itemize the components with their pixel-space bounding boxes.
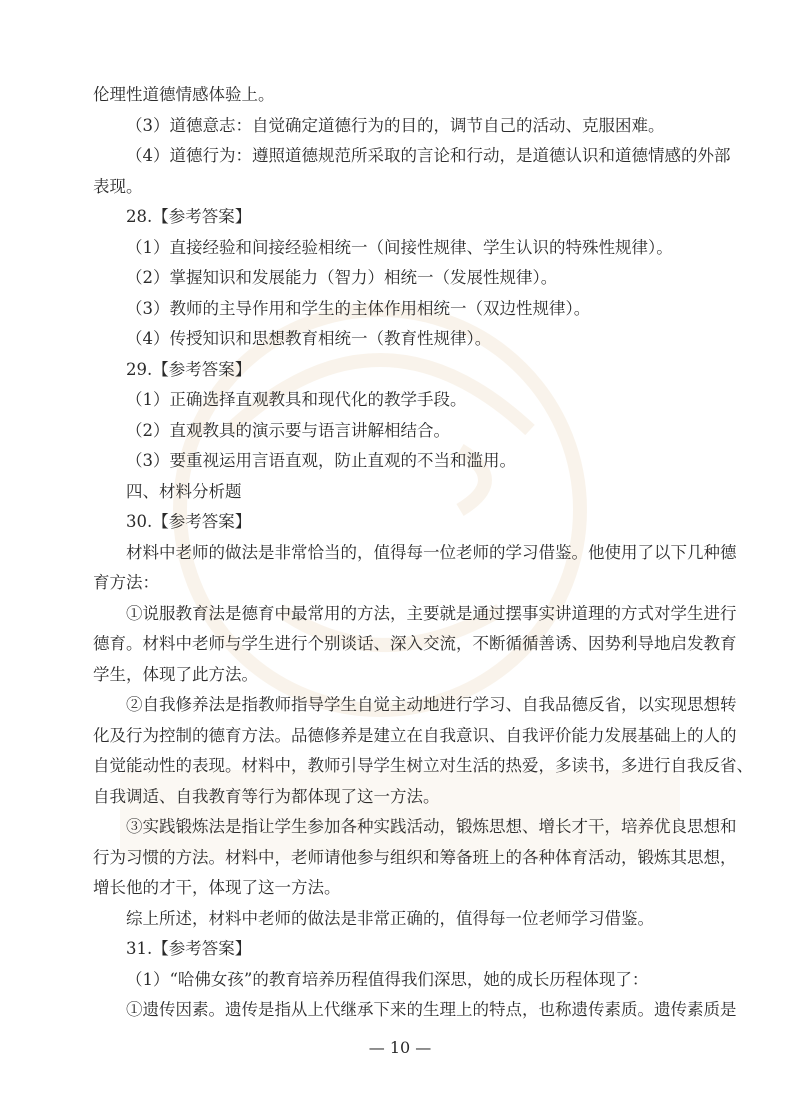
text-line: （3）道德意志：自觉确定道德行为的目的，调节自己的活动、克服困难。 bbox=[126, 115, 665, 135]
answer-heading-29: 29.【参考答案】 bbox=[126, 359, 252, 379]
answer-item: （1）“哈佛女孩”的教育培养历程值得我们深思，她的成长历程体现了： bbox=[126, 969, 649, 989]
answer-item: （1）直接经验和间接经验相统一（间接性规律、学生认识的特殊性规律）。 bbox=[126, 237, 673, 257]
page-number: — 10 — bbox=[368, 1038, 432, 1057]
answer-item: （2）直观教具的演示要与语言讲解相结合。 bbox=[126, 420, 450, 440]
paragraph-line: 自觉能动性的表现。材料中，教师引导学生树立对生活的热爱，多读书，多进行自我反省、 bbox=[93, 756, 753, 775]
paragraph-line: ①说服教育法是德育中最常用的方法，主要就是通过摆事实讲道理的方式对学生进行 bbox=[126, 603, 737, 623]
text-line: 伦理性道德情感体验上。 bbox=[93, 85, 275, 104]
answer-item: （3）要重视运用言语直观，防止直观的不当和滥用。 bbox=[126, 451, 516, 470]
text-line: （4）道德行为：遵照道德规范所采取的言论和行动，是道德认识和道德情感的外部 bbox=[126, 146, 731, 165]
paragraph-line: 育方法： bbox=[93, 573, 159, 592]
paragraph-line: 化及行为控制的德育方法。品德修养是建立在自我意识、自我评价能力发展基础上的人的 bbox=[93, 725, 737, 745]
paragraph-line: 材料中老师的做法是非常恰当的，值得每一位老师的学习借鉴。他使用了以下几种德 bbox=[126, 542, 737, 562]
paragraph-line: ②自我修养法是指教师指导学生自觉主动地进行学习、自我品德反省，以实现思想转 bbox=[126, 695, 737, 714]
answer-item: （1）正确选择直观教具和现代化的教学手段。 bbox=[126, 390, 467, 409]
paragraph-line: 德育。材料中老师与学生进行个别谈话、深入交流，不断循循善诱、因势利导地启发教育 bbox=[93, 634, 737, 653]
paragraph-line: 增长他的才干，体现了这一方法。 bbox=[93, 878, 341, 897]
document-body bbox=[93, 80, 753, 1026]
text-line: 表现。 bbox=[93, 176, 143, 196]
paragraph-line: 自我调适、自我教育等行为都体现了这一方法。 bbox=[93, 786, 440, 806]
paragraph-line: 学生，体现了此方法。 bbox=[93, 664, 258, 684]
answer-item: （3）教师的主导作用和学生的主体作用相统一（双边性规律）。 bbox=[126, 298, 591, 318]
answer-item: （4）传授知识和思想教育相统一（教育性规律）。 bbox=[126, 329, 492, 348]
answer-item: ①遗传因素。遗传是指从上代继承下来的生理上的特点，也称遗传素质。遗传素质是 bbox=[126, 1000, 737, 1019]
answer-heading-28: 28.【参考答案】 bbox=[126, 207, 252, 226]
answer-heading-31: 31.【参考答案】 bbox=[126, 939, 252, 958]
answer-heading-30: 30.【参考答案】 bbox=[126, 512, 252, 531]
paragraph-line: 行为习惯的方法。材料中，老师请他参与组织和筹备班上的各种体育活动，锻炼其思想， bbox=[93, 847, 737, 867]
answer-item: （2）掌握知识和发展能力（智力）相统一（发展性规律）。 bbox=[126, 268, 558, 287]
section-heading: 四、材料分析题 bbox=[126, 481, 242, 501]
paragraph-line: ③实践锻炼法是指让学生参加各种实践活动，锻炼思想、增长才干，培养优良思想和 bbox=[126, 817, 737, 836]
paragraph-line: 综上所述，材料中老师的做法是非常正确的，值得每一位老师学习借鉴。 bbox=[126, 908, 654, 928]
